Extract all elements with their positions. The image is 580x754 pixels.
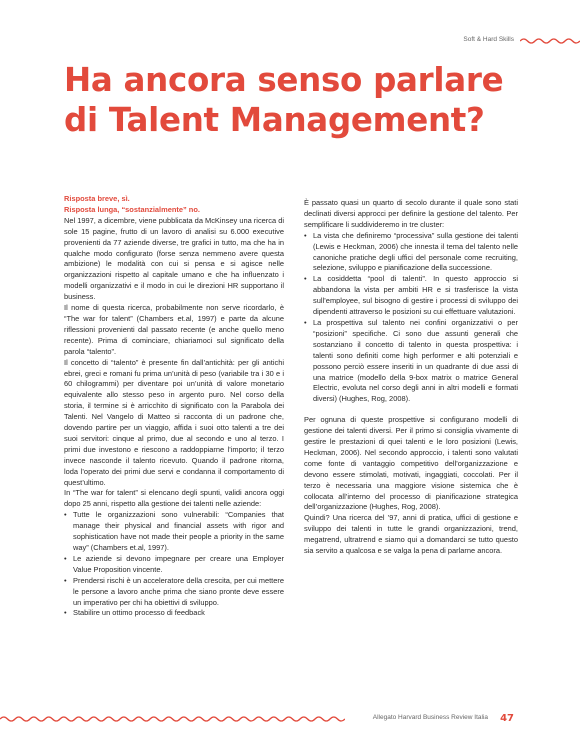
page-number: 47 xyxy=(500,713,514,724)
list-item: • Le aziende si devono impegnare per creare una Employer Value Proposition vincente. xyxy=(64,554,284,576)
paragraph: È passato quasi un quarto di secolo durante il quale sono stati declinati diversi approcci per definire la gestione del talento. Per semplificare li suddivideremo in tre cluster: xyxy=(304,198,518,229)
paragraph: Il nome di questa ricerca, probabilmente non serve ricordarlo, è “The war for talent” (Chambers et.al, 1997) e parte da alcune riflessioni provenienti dal passato recente (e anche quello meno recente). Prima di cominciare, chiariamoci sul significato della parola “talento”. xyxy=(64,303,284,356)
publication-name: Allegato Harvard Business Review Italia xyxy=(372,714,488,721)
list-item: • Tutte le organizzazioni sono vulnerabili: “Companies that manage their physical and financial assets with rigor and sophistication have not made their people a priority in the same way” (Chambers et.al, 1997). xyxy=(64,510,284,554)
list-item: • La cosiddetta “pool di talenti”. In questo approccio si abbandona la vista per ambiti HR e si trasferisce la vista sull’employee, sul bisogno di gestire i processi di sviluppo dei dipendenti attraverso le posizioni su cui effettuare valutazioni. xyxy=(304,274,518,318)
lead-long-answer: Risposta lunga, “sostanzialmente” no. xyxy=(64,204,200,214)
list-item: • La prospettiva sul talento nei confini organizzativi o per “posizioni” specifiche. Ci sono due assunti generali che sostanziano il concetto di talento in questa prospettiva: i talenti sono definiti come high performer e alti potenziali e possono perciò essere inseriti in un quadrante di due assi di una matrice (modello della 9-box matrix o matrice General Electric, evoluta nel corso degli anni in altri modelli e formati diversi) (Hughes, Rog, 2008). xyxy=(304,318,518,405)
spacer xyxy=(304,405,518,415)
lead-short-answer: Risposta breve, sì. xyxy=(64,194,130,203)
list-item: • Prendersi rischi è un acceleratore della crescita, per cui mettere le persone a lavoro anche prima che siano pronte deve essere un imperativo per chi ha obiettivi di sviluppo. xyxy=(64,576,284,609)
list-item: • Stabilire un ottimo processo di feedback xyxy=(64,608,284,619)
section-label: Soft & Hard Skills xyxy=(463,36,514,43)
list-item: • La vista che definiremo “processiva” sulla gestione dei talenti (Lewis e Heckman, 2006) che innesta il tema del talento nelle canoniche pratiche degli uffici del personale come recruiting, selezione, sviluppo e pianificazione della successione. xyxy=(304,231,518,275)
paragraph: Nel 1997, a dicembre, viene pubblicata da McKinsey una ricerca di sole 15 pagine, frutto di un lavoro di analisi su 6.000 executive provenienti da 77 aziende diverse, tre grafici in tutto, ma che ha in qualche modo configurato (forse senza nemmeno avere questa ambizione) le modalità con cui si pensa e si agisce nelle organizzazioni rispetto al capitale umano e che ha influenzato i modelli organizzativi e il modo in cui le direzioni HR supportano il business. xyxy=(64,215,284,302)
left-column xyxy=(64,194,284,619)
wave-decoration-top xyxy=(520,36,580,46)
bullet-list xyxy=(304,231,518,406)
page-title: Ha ancora senso parlare di Talent Management? xyxy=(64,61,504,139)
paragraph: Il concetto di “talento” è presente fin dall’antichità: per gli antichi ebrei, greci e romani fu prima un’unità di peso (variabile tra i 30 e i 60 chilogrammi) per diventare poi un’unità di valore monetario equivalente allo stesso peso in argento puro. Nel corso della storia, il termine si è arricchito di significato con la Parabola dei Talenti. Nel Vangelo di Matteo si racconta di un padrone che, dovendo partire per un viaggio, affida i suoi otto talenti a tre dei suoi servitori: cinque al primo, due al secondo e uno al terzo. I primi due investono e riescono a raddoppiarne l’importo; il terzo invece nasconde il talento ricevuto. Quando il padrone ritorna, loda l’operato dei primi due servi e condanna il comportamento di quest’ultimo. xyxy=(64,357,284,487)
wave-decoration-bottom xyxy=(0,714,345,724)
paragraph: In “The war for talent” si elencano degli spunti, validi ancora oggi dopo 25 anni, rispetto alla gestione dei talenti nelle aziende: xyxy=(64,488,284,509)
paragraph: Quindi? Una ricerca del ’97, anni di pratica, uffici di gestione e sviluppo dei talenti in tutte le grandi organizzazioni, trend, megatrend, ultratrend e siamo qui a domandarci se tutto questo sia servito a qualcosa e se valga la pena di parlarne ancora. xyxy=(304,513,518,556)
bullet-list xyxy=(64,510,284,619)
right-column xyxy=(304,198,518,557)
paragraph: Per ognuna di queste prospettive si configurano modelli di gestione dei talenti diversi. Per il primo si consiglia vivamente di gestire le prestazioni di quei talenti e le loro posizioni (Lewis, Heckman, 2006). Nel secondo approccio, i talenti sono valutati come fonte di vantaggio competitivo dell’organizzazione e devono essere stimolati, motivati, ingaggiati, coccolati. Per il terzo è necessaria una maggiore visione sistemica che è collocata all’interno del processo di pianificazione strategica dell’organizzazione (Hughes, Rog, 2008). xyxy=(304,415,518,512)
